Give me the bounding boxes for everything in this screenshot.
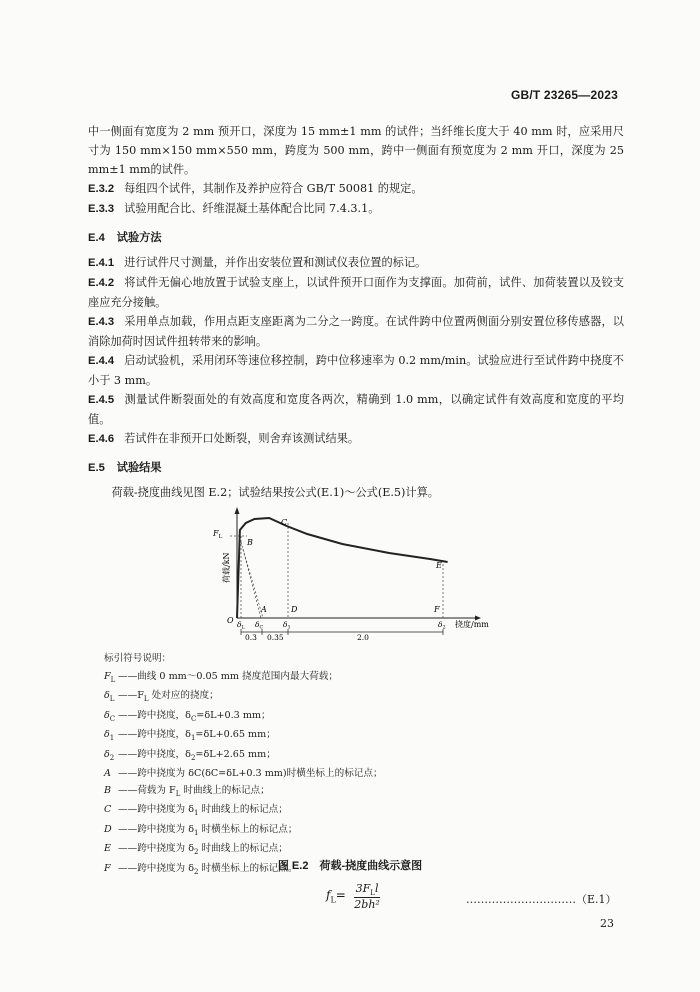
clause-number: E.4.4 bbox=[88, 355, 115, 367]
continued-paragraph: 中一侧面有宽度为 2 mm 预开口，深度为 15 mm±1 mm 的试件；当纤维长度大于 40 mm 时，应采用尺寸为 150 mm×150 mm×550 mm，跨度为 500 mm，跨中一侧面有预宽度为 2 mm 开口，深度为 25 mm±1 mm的试件。 bbox=[88, 125, 624, 176]
clause-e-4-3 bbox=[88, 312, 624, 351]
legend-symbol: F bbox=[104, 862, 111, 874]
legend-text: ——跨中挠度为 $\delta_2$ 时横坐标上的标记点。 bbox=[118, 862, 298, 876]
legend-symbol: C bbox=[104, 804, 112, 816]
legend-rows bbox=[104, 669, 383, 881]
dim-label-c: 2.0 bbox=[357, 633, 369, 642]
section-title: 试验方法 bbox=[116, 232, 162, 244]
point-label-f: F bbox=[434, 605, 440, 614]
b-to-a-dashed-2 bbox=[243, 549, 263, 618]
legend-symbol: $\delta_L$ bbox=[104, 690, 115, 703]
clause-text: 若试件在非预开口处断裂，则舍弃该测试结果。 bbox=[124, 432, 360, 445]
legend-item bbox=[104, 747, 383, 767]
section-title: 试验结果 bbox=[116, 462, 162, 474]
clause-e-4-4 bbox=[88, 351, 624, 390]
fl-label: $F_L$ bbox=[213, 529, 223, 540]
clause-text: 测量试件断裂面处的有效高度和宽度各两次，精确到 1.0 mm，以确定试件有效高度和宽度的平均值。 bbox=[88, 393, 624, 426]
tick-d2: $\delta_2$ bbox=[438, 620, 446, 631]
legend-text: ——跨中挠度，$\delta_C=\delta L+0.3$ mm； bbox=[118, 709, 271, 723]
point-label-o: O bbox=[227, 616, 234, 625]
legend-text: ——跨中挠度为 δC(δC=δL+0.3 mm)时横坐标上的标记点； bbox=[118, 768, 383, 780]
legend-text: ——荷载为 $F_L$ 时曲线上的标记点； bbox=[118, 784, 270, 798]
legend-text: ——跨中挠度为 $\delta_1$ 时曲线上的标记点； bbox=[118, 804, 288, 818]
clause-text: 将试件无偏心地放置于试验支座上，以试件预开口面作为支撑面。加荷前，试件、加荷装置以及铰支座应充分接触。 bbox=[88, 276, 624, 309]
load-deflection-figure bbox=[200, 505, 490, 647]
legend-text: ——跨中挠度为 $\delta_2$ 时曲线上的标记点； bbox=[118, 843, 288, 857]
clause-e-3-2 bbox=[88, 179, 624, 199]
clause-e-4-2 bbox=[88, 273, 624, 312]
equation-number: …………………………（E.1） bbox=[466, 893, 617, 906]
legend-item bbox=[104, 783, 383, 803]
clause-e-4-6 bbox=[88, 429, 624, 449]
legend bbox=[104, 651, 383, 880]
clause-number: E.3.3 bbox=[88, 203, 115, 215]
legend-symbol: B bbox=[104, 784, 112, 796]
clause-text: 进行试件尺寸测量，并作出安装位置和测试仪表位置的标记。 bbox=[124, 256, 427, 269]
results-intro: 荷载-挠度曲线见图 E.2；试验结果按公式(E.1)～公式(E.5)计算。 bbox=[111, 486, 439, 499]
legend-item bbox=[104, 766, 383, 783]
page-number: 23 bbox=[600, 917, 614, 930]
point-label-e: E bbox=[436, 561, 442, 570]
section-number: E.5 bbox=[88, 462, 105, 474]
legend-symbol: E bbox=[104, 843, 112, 855]
point-label-b: B bbox=[247, 538, 253, 547]
clause-text: 启动试验机，采用闭环等速位移控制，跨中位移速率为 0.2 mm/min。试验应进行至试件跨中挠度不小于 3 mm。 bbox=[88, 354, 624, 387]
formula-fraction bbox=[354, 882, 381, 911]
section-heading-e-5 bbox=[88, 459, 624, 478]
y-axis-arrow bbox=[235, 507, 240, 514]
legend-title: 标引符号说明： bbox=[104, 653, 172, 664]
legend-symbol: D bbox=[104, 823, 112, 835]
formula-denominator: 2bh² bbox=[354, 898, 380, 912]
legend-text: ——曲线 0 mm～0.05 mm 挠度范围内最大荷载； bbox=[118, 670, 338, 682]
y-axis-label: 荷载/kN bbox=[222, 552, 231, 583]
section-heading-e-4 bbox=[88, 229, 624, 248]
clause-number: E.4.6 bbox=[88, 433, 115, 445]
legend-text: $——F_L$ 处对应的挠度； bbox=[118, 690, 219, 703]
dim-label-b: 0.35 bbox=[267, 633, 284, 642]
legend-symbol: A bbox=[104, 768, 111, 780]
clause-e-4-5 bbox=[88, 390, 624, 429]
clause-text: 采用单点加载，作用点距支座距离为二分之一跨度。在试件跨中位置两侧面分别安置位移传感器，以消除加荷时因试件扭转带来的影响。 bbox=[88, 315, 624, 348]
legend-symbol: $\delta_1$ bbox=[104, 729, 115, 742]
legend-item bbox=[104, 727, 383, 747]
formula-e1 bbox=[326, 882, 380, 911]
legend-item bbox=[104, 822, 383, 842]
tick-d1: $\delta_1$ bbox=[283, 620, 291, 631]
x-axis-label: 挠度/mm bbox=[455, 620, 489, 629]
clause-e-3-3 bbox=[88, 199, 624, 219]
legend-symbol: $\delta_C$ bbox=[104, 709, 116, 723]
section-number: E.4 bbox=[88, 232, 105, 244]
tick-dl: $\delta_L$ bbox=[237, 620, 245, 631]
legend-item bbox=[104, 688, 383, 708]
formula-lhs: $f_L=$ bbox=[326, 888, 346, 905]
tick-dc: $\delta_C$ bbox=[255, 620, 264, 631]
clause-number: E.4.2 bbox=[88, 277, 115, 289]
clause-e-4-1 bbox=[88, 253, 624, 273]
legend-item bbox=[104, 708, 383, 728]
standard-number-header: GB/T 23265—2023 bbox=[510, 88, 618, 102]
figure-caption: 图 E.2 荷载-挠度曲线示意图 bbox=[277, 860, 423, 872]
document-body bbox=[88, 122, 624, 502]
point-label-a: A bbox=[261, 605, 267, 614]
legend-text: ——跨中挠度，$\delta_2=\delta L+2.65$ mm； bbox=[118, 748, 276, 762]
clause-text: 每组四个试件，其制作及养护应符合 GB/T 50081 的规定。 bbox=[124, 182, 423, 195]
clause-number: E.4.5 bbox=[88, 394, 115, 406]
legend-item bbox=[104, 802, 383, 822]
load-deflection-curve bbox=[237, 518, 448, 618]
legend-item bbox=[104, 669, 383, 689]
clause-number: E.4.3 bbox=[88, 316, 115, 328]
point-label-c: C bbox=[281, 518, 288, 527]
clause-text: 试验用配合比、纤维混凝土基体配合比同 7.4.3.1。 bbox=[124, 202, 380, 215]
clause-number: E.3.2 bbox=[88, 183, 115, 195]
dim-label-a: 0.3 bbox=[245, 633, 257, 642]
legend-text: ——跨中挠度，$\delta_1=\delta L+0.65$ mm； bbox=[118, 729, 276, 742]
legend-text: ——跨中挠度为 $\delta_1$ 时横坐标上的标记点； bbox=[118, 823, 298, 837]
clause-number: E.4.1 bbox=[88, 257, 115, 269]
legend-symbol: $F_L$ bbox=[104, 670, 116, 684]
formula-numerator: $3F_Ll$ bbox=[355, 882, 379, 898]
point-label-d: D bbox=[291, 605, 298, 614]
legend-symbol: $\delta_2$ bbox=[104, 748, 115, 762]
